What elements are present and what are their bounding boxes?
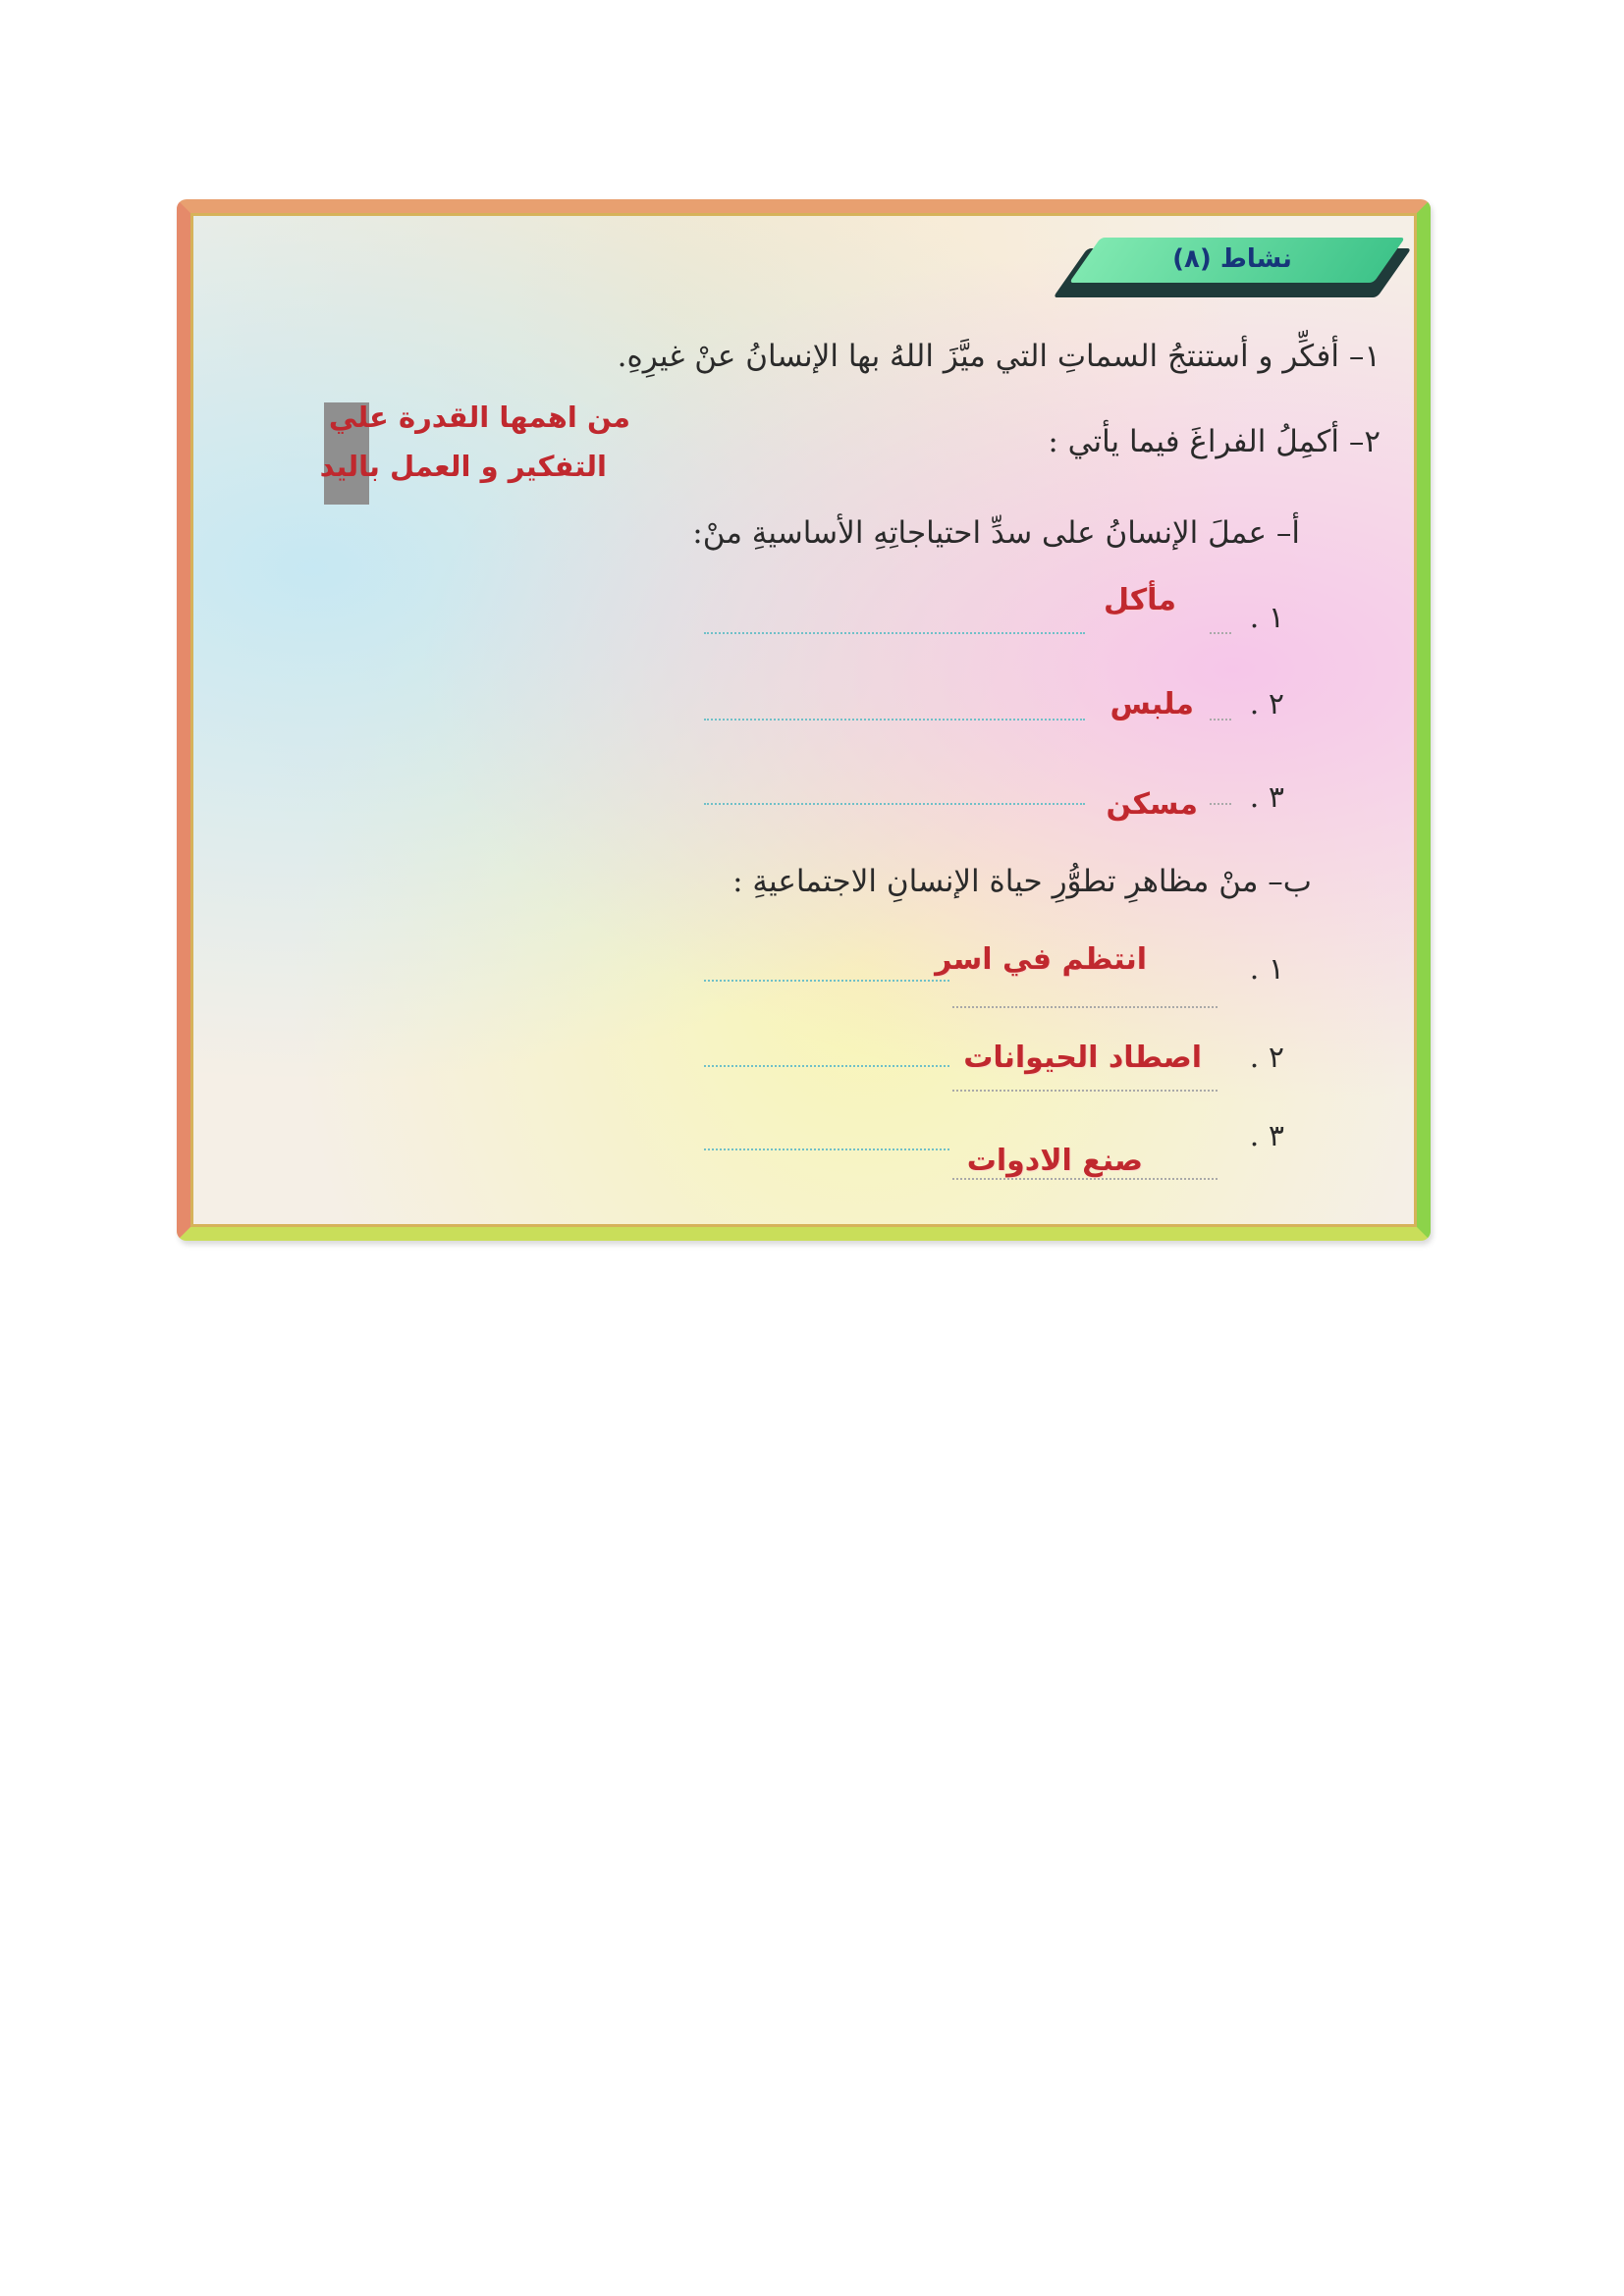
part-b-item-3-blank: [704, 1148, 949, 1150]
part-a-item-1-dots-short: [1210, 632, 1231, 634]
part-b-item-1-answer: انتظم في اسر: [935, 942, 1147, 977]
part-b-item-1-number: ١ .: [1249, 952, 1284, 987]
part-b-item-2-answer: اصطاد الحيوانات: [963, 1041, 1202, 1075]
part-a-item-2-blank: [704, 719, 1085, 721]
part-a-item-2-dots-short: [1210, 719, 1231, 721]
q1-answer-line-1: من اهمها القدرة علي: [328, 400, 630, 434]
part-b-item-2-number: ٢ .: [1249, 1041, 1284, 1075]
part-b-item-1-blank: [704, 980, 949, 982]
question-2: ٢– أكمِلُ الفراغَ فيما يأتي :: [1048, 424, 1380, 459]
part-a-item-1-answer: مأكل: [1103, 583, 1176, 617]
part-b-item-2-blank: [704, 1065, 949, 1067]
part-a-prompt: أ– عملَ الإنسانُ على سدِّ احتياجاتِهِ الأساسيةِ منْ:: [692, 515, 1300, 551]
q1-answer-line-2: التفكير و العمل باليد: [319, 450, 607, 483]
part-a-item-2-answer: ملبس: [1110, 687, 1194, 721]
part-a-item-3-answer: مسكن: [1106, 787, 1198, 822]
part-a-item-3-dots-short: [1210, 803, 1231, 805]
part-a-item-2-number: ٢ .: [1249, 687, 1284, 721]
part-b-item-3-number: ٣ .: [1249, 1119, 1284, 1153]
question-1: ١– أفكِّر و أستنتجُ السماتِ التي ميَّزَ اللهُ بها الإنسانُ عنْ غيرِهِ.: [617, 339, 1380, 374]
activity-title: نشاط (٨): [1172, 244, 1292, 274]
part-a-item-3-number: ٣ .: [1249, 780, 1284, 815]
part-a-item-1-blank: [704, 632, 1085, 634]
part-a-item-3-blank: [704, 803, 1085, 805]
part-a-item-1-number: ١ .: [1249, 601, 1284, 635]
part-b-item-2-underline: [952, 1090, 1218, 1092]
part-b-item-3-underline: [952, 1178, 1218, 1180]
part-b-prompt: ب– منْ مظاهرِ تطوُّرِ حياة الإنسانِ الاجتماعيةِ :: [732, 864, 1312, 899]
part-b-item-1-underline: [952, 1006, 1218, 1008]
part-b-item-3-answer: صنع الادوات: [966, 1144, 1143, 1178]
